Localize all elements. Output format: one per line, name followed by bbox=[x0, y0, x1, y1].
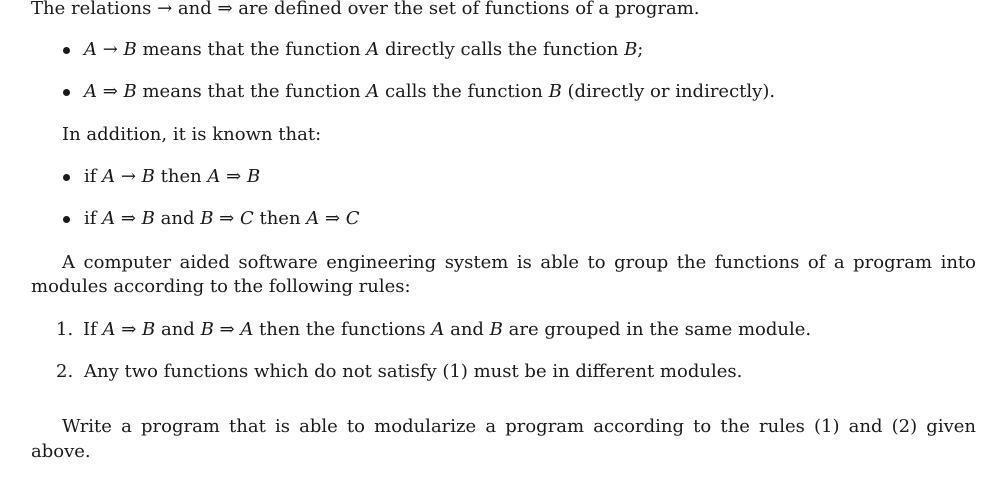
bullet-icon bbox=[63, 89, 70, 96]
property-text: then bbox=[154, 166, 208, 187]
math-var: B bbox=[123, 81, 137, 102]
math-var: B bbox=[142, 319, 156, 340]
property-text: if bbox=[84, 166, 103, 187]
definition-text: means that the function bbox=[136, 39, 367, 60]
task-paragraph-line-1: Write a program that is able to modularize a program according to the rules (1) and (2) given bbox=[62, 416, 976, 437]
double-arrow-symbol: ⇒ bbox=[115, 319, 143, 340]
arrow-symbol: → bbox=[97, 39, 124, 60]
double-arrow-symbol: ⇒ bbox=[97, 81, 124, 102]
math-var: B bbox=[200, 319, 214, 340]
math-var: A bbox=[84, 39, 97, 60]
math-var: A bbox=[306, 208, 320, 229]
math-var: A bbox=[102, 319, 116, 340]
bullet-icon bbox=[63, 216, 70, 223]
intro-text: The relations → and ⇒ are defined over the set of functions of a program. bbox=[31, 0, 700, 19]
case-paragraph-line-1: A computer aided software engineering system is able to group the functions of a program into bbox=[62, 252, 976, 273]
math-var: B bbox=[123, 39, 137, 60]
rule-text: and bbox=[444, 319, 490, 340]
math-var: B bbox=[141, 166, 155, 187]
math-var: B bbox=[548, 81, 562, 102]
property-direct-implies bbox=[84, 166, 260, 188]
math-var: B bbox=[489, 319, 503, 340]
math-var: A bbox=[431, 319, 445, 340]
math-var: B bbox=[246, 166, 261, 187]
rule-2-text: Any two functions which do not satisfy (1) must be in different modules. bbox=[84, 361, 743, 382]
definition-text: (directly or indirectly). bbox=[561, 81, 776, 102]
rule-text: then the functions bbox=[253, 319, 432, 340]
double-arrow-symbol: ⇒ bbox=[220, 166, 247, 187]
task-paragraph-line-2: above. bbox=[31, 441, 91, 462]
property-transitive bbox=[84, 208, 360, 230]
rule-text: are grouped in the same module. bbox=[502, 319, 812, 340]
math-var: A bbox=[366, 39, 380, 60]
double-arrow-symbol: ⇒ bbox=[213, 208, 240, 229]
math-var: A bbox=[84, 81, 97, 102]
definition-any-call bbox=[84, 81, 775, 103]
math-var: C bbox=[239, 208, 254, 229]
rule-number: 1. bbox=[56, 319, 74, 340]
double-arrow-symbol: ⇒ bbox=[213, 319, 241, 340]
rule-1-text bbox=[83, 319, 811, 341]
bullet-icon bbox=[63, 47, 70, 54]
double-arrow-symbol: ⇒ bbox=[115, 208, 142, 229]
rule-number: 2. bbox=[56, 361, 74, 382]
math-var: C bbox=[345, 208, 360, 229]
math-var: B bbox=[624, 39, 638, 60]
math-var: B bbox=[200, 208, 214, 229]
math-var: A bbox=[102, 208, 116, 229]
property-text: if bbox=[84, 208, 103, 229]
double-arrow-symbol: ⇒ bbox=[319, 208, 346, 229]
math-var: B bbox=[141, 208, 155, 229]
definition-text: means that the function bbox=[136, 81, 367, 102]
math-var: A bbox=[102, 166, 116, 187]
math-var: A bbox=[207, 166, 221, 187]
case-paragraph-line-2: modules according to the following rules: bbox=[31, 276, 411, 297]
definition-text: calls the function bbox=[379, 81, 549, 102]
property-text: and bbox=[154, 208, 201, 229]
property-text: then bbox=[253, 208, 307, 229]
rule-text: If bbox=[83, 319, 103, 340]
definition-text: ; bbox=[637, 39, 644, 60]
definition-direct-call bbox=[84, 39, 643, 61]
bullet-icon bbox=[63, 174, 70, 181]
definition-text: directly calls the function bbox=[379, 39, 625, 60]
addition-text: In addition, it is known that: bbox=[62, 124, 322, 145]
math-var: A bbox=[366, 81, 380, 102]
math-var: A bbox=[240, 319, 254, 340]
arrow-symbol: → bbox=[115, 166, 142, 187]
rule-text: and bbox=[155, 319, 201, 340]
